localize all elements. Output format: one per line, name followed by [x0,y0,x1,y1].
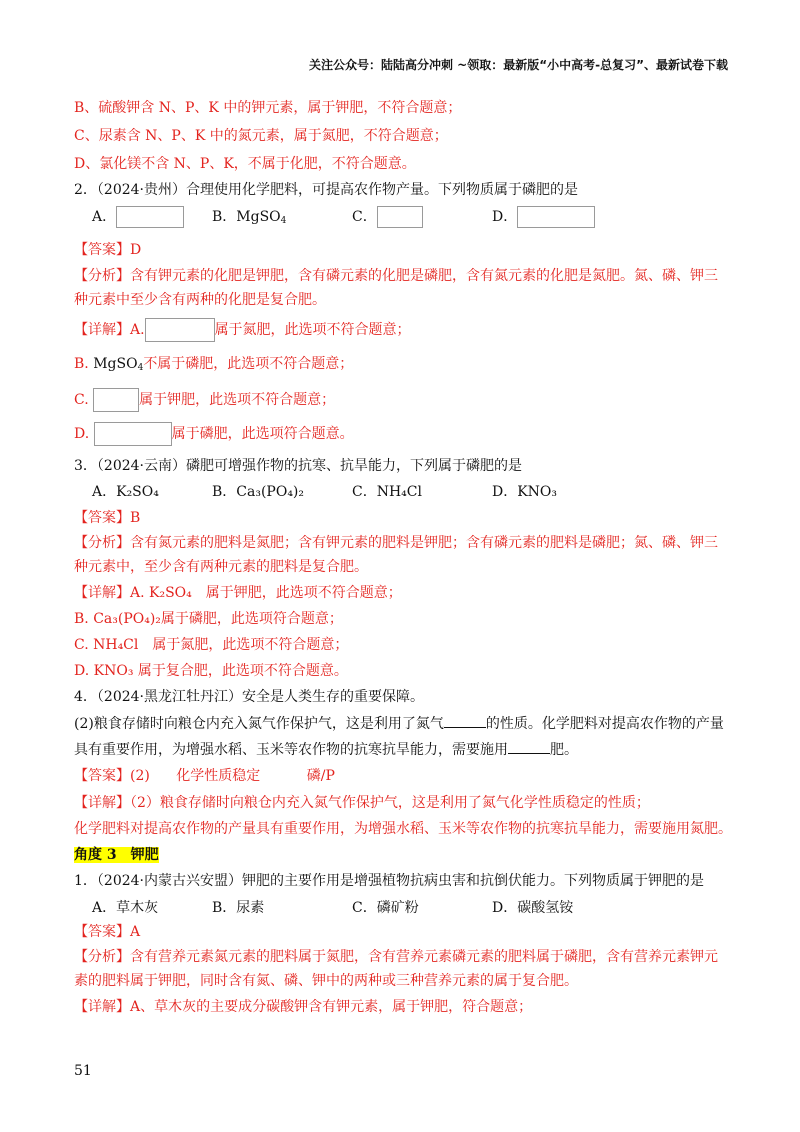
prev-line-b: B、硫酸钾含 N、P、K 中的钾元素，属于钾肥，不符合题意； [74,100,462,116]
q3-detail-b: B. Ca₃(PO₄)₂属于磷肥，此选项符合题意； [74,611,343,627]
section-label [74,847,159,863]
q2-option-c-label: C． [352,209,377,225]
q2-option-d [492,206,595,228]
q2-detail-d-prefix: D. [74,426,90,442]
q5-detail-a: 【详解】A、草木灰的主要成分碳酸钾含有钾元素，属于钾肥，符合题意； [74,999,533,1015]
formula-image [517,206,595,228]
q3-detail-d: D. KNO₃ 属于复合肥，此选项不符合题意。 [74,663,348,679]
q2-option-b-subscript: 4 [280,216,287,226]
q2-stem: 2．（2024·贵州）合理使用化学肥料，可提高农作物产量。下列物质属于磷肥的是 [74,182,578,198]
q2-answer: 【答案】D [74,242,142,258]
q2-detail-c-prefix: C. [74,392,89,408]
q5-option-a: A．草木灰 [92,900,159,916]
q2-detail-b-prefix: B. [74,356,89,372]
q3-option-a: A．K₂SO₄ [92,484,159,500]
q3-stem: 3．（2024·云南）磷肥可增强作物的抗寒、抗旱能力，下列属于磷肥的是 [74,458,522,474]
q2-detail-b-text: 不属于磷肥，此选项不符合题意； [143,356,354,372]
q4-text-1 [74,714,740,734]
fill-blank-2 [508,753,550,754]
q2-detail-a-text: 属于氮肥，此选项不符合题意； [214,322,411,338]
q3-detail-c: C. NH₄Cl 属于氮肥，此选项不符合题意； [74,637,349,653]
q4-answer [74,766,740,786]
q5-options [92,897,732,917]
q5-stem: 1．（2024·内蒙古兴安盟）钾肥的主要作用是增强植物抗病虫害和抗倒伏能力。下列物质属于钾肥的是 [74,873,704,889]
q2-option-b-formula: MgSO [236,209,281,225]
q4-answer-1: 化学性质稳定 [176,768,261,784]
q4-text-2b: 肥。 [550,742,578,758]
q2-option-b [212,206,286,226]
q4-answer-2: 磷/P [306,768,335,784]
q4-detail-1: 【详解】（2）粮食存储时向粮仓内充入氮气作保护气，这是利用了氮气化学性质稳定的性质； [74,795,650,811]
q2-option-d-label: D． [492,209,518,225]
q2-option-c [352,206,423,228]
section-label-num: 3 [106,847,117,863]
q2-detail-a-prefix: 【详解】A. [74,322,145,338]
formula-image [116,206,184,228]
q4-text-1a: (2)粮食存储时向粮仓内充入氮气作保护气，这是利用了氮气 [74,716,444,732]
q5-analysis-1: 【分析】含有营养元素氮元素的肥料属于氮肥，含有营养元素磷元素的肥料属于磷肥，含有营养元素钾元 [74,949,718,965]
q3-analysis-1: 【分析】含有氮元素的肥料是氮肥；含有钾元素的肥料是钾肥；含有磷元素的肥料是磷肥；氮、磷、钾三 [74,535,718,551]
q5-analysis-2: 素的肥料属于钾肥，同时含有氮、磷、钾中的两种或三种营养元素的属于复合肥。 [74,973,578,989]
section-heading [74,845,740,865]
q2-options [92,206,732,232]
q4-answer-label: 【答案】(2) [74,768,150,784]
q2-analysis-2: 种元素中至少含有两种的化肥是复合肥。 [74,292,326,308]
q2-analysis-1: 【分析】含有钾元素的化肥是钾肥，含有磷元素的化肥是磷肥，含有氮元素的化肥是氮肥。氮、磷、钾三 [74,268,718,284]
section-label-a: 角度 [74,847,102,863]
q2-detail-b [74,354,740,378]
q2-detail-d [74,422,740,446]
q3-detail-a: 【详解】A. K₂SO₄ 属于钾肥，此选项不符合题意； [74,585,402,601]
q3-option-c: C．NH₄Cl [352,484,422,500]
q3-option-b: B．Ca₃(PO₄)₂ [212,484,305,500]
q4-detail-2: 化学肥料对提高农作物的产量具有重要作用，为增强水稻、玉米等农作物的抗寒抗旱能力，需要施用氮肥。 [74,821,732,837]
q5-option-d: D．碳酸氢铵 [492,900,574,916]
formula-image [94,422,172,446]
page-number: 51 [74,1063,92,1079]
q2-detail-b-subscript: 4 [137,363,144,373]
formula-image [377,206,423,228]
prev-line-c: C、尿素含 N、P、K 中的氮元素，属于氮肥，不符合题意； [74,128,448,144]
q2-option-b-label: B． [212,209,237,225]
q5-answer: 【答案】A [74,924,141,940]
formula-image [145,318,215,342]
q2-option-a [92,206,184,228]
q2-detail-c [74,388,740,412]
q3-option-d: D．KNO₃ [492,484,558,500]
q5-option-b: B．尿素 [212,900,265,916]
q5-option-c: C．磷矿粉 [352,900,419,916]
q4-stem: 4．（2024·黑龙江牡丹江）安全是人类生存的重要保障。 [74,689,424,705]
q4-text-2a: 具有重要作用，为增强水稻、玉米等农作物的抗寒抗旱能力，需要施用 [74,742,508,758]
q2-detail-c-text: 属于钾肥，此选项不符合题意； [139,392,336,408]
q2-detail-b-formula: MgSO [93,356,138,372]
q4-text-2 [74,740,740,760]
q2-option-a-label: A． [92,209,117,225]
fill-blank-1 [444,727,486,728]
q3-analysis-2: 种元素中，至少含有两种元素的肥料是复合肥。 [74,559,368,575]
q3-answer: 【答案】B [74,510,141,526]
section-label-b: 钾肥 [130,847,159,863]
q3-options [92,481,732,501]
q4-text-1b: 的性质。化学肥料对提高农作物的产量 [485,716,724,732]
prev-line-d: D、氯化镁不含 N、P、K，不属于化肥，不符合题意。 [74,156,416,172]
formula-image [93,388,139,412]
q2-detail-d-text: 属于磷肥，此选项符合题意。 [171,426,354,442]
page-header: 关注公众号：陆陆高分冲刺 ~领取：最新版“小中高考-总复习”、最新试卷下载 [309,58,728,72]
q2-detail-a [74,318,740,342]
